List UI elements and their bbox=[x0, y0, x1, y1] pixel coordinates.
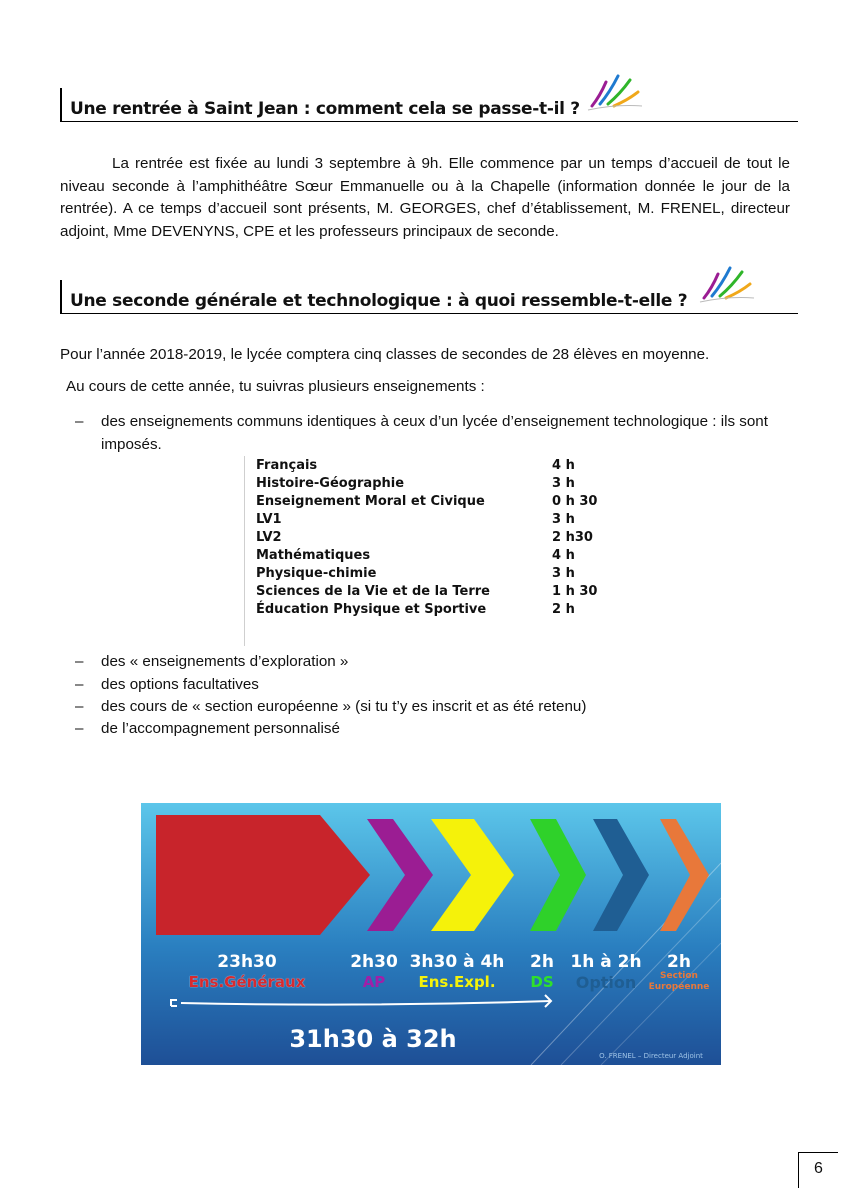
subject-hours: 4 h bbox=[552, 458, 575, 473]
dash-bullet: – bbox=[75, 720, 84, 737]
subject-name: Français bbox=[256, 458, 318, 473]
segment-hours: 23h30 bbox=[217, 952, 277, 972]
list-item-text: des cours de « section européenne » (si tu t’y es inscrit et as été retenu) bbox=[101, 698, 587, 715]
segment-hours: 3h30 à 4h bbox=[409, 952, 505, 972]
table-row bbox=[256, 494, 616, 512]
dash-bullet: – bbox=[75, 413, 84, 430]
subject-name: Histoire-Géographie bbox=[256, 476, 405, 491]
table-row bbox=[256, 530, 616, 548]
brush-logo-icon bbox=[698, 258, 758, 304]
subject-hours: 3 h bbox=[552, 512, 575, 527]
page-number: 6 bbox=[798, 1152, 838, 1188]
table-row bbox=[256, 584, 616, 602]
subject-hours: 3 h bbox=[552, 476, 575, 491]
rentree-paragraph: La rentrée est fixée au lundi 3 septembre à 9h. Elle commence par un temps d’accueil de tout le niveau seconde à l’amphithéâtre Sœur Emmanuelle ou à la Chapelle (information donnée le jour de la rentrée). A ce temps d’accueil sont présents, M. GEORGES, chef d’établissement, M. FRENEL, directeur adjoint, Mme DEVENYNS, CPE et les professeurs principaux de seconde. bbox=[60, 155, 790, 240]
section-heading-seconde bbox=[60, 280, 798, 314]
intro-line-2: Au cours de cette année, tu suivras plusieurs enseignements : bbox=[66, 378, 485, 395]
table-row bbox=[256, 476, 616, 494]
subject-name: Éducation Physique et Sportive bbox=[256, 602, 487, 617]
subject-name: Enseignement Moral et Civique bbox=[256, 494, 485, 509]
segment-hours: 1h à 2h bbox=[570, 952, 642, 972]
section-title: Une rentrée à Saint Jean : comment cela se passe-t-il ? bbox=[70, 99, 580, 119]
subject-name: Mathématiques bbox=[256, 548, 371, 563]
banner-credit: O. FRENEL – Directeur Adjoint bbox=[599, 1052, 703, 1060]
table-row bbox=[256, 458, 616, 476]
section-title: Une seconde générale et technologique : à quoi ressemble-t-elle ? bbox=[70, 291, 688, 311]
subject-hours: 0 h 30 bbox=[552, 494, 598, 509]
subjects-table bbox=[244, 456, 625, 646]
segment-label: Ens.Généraux bbox=[188, 973, 306, 991]
hours-banner bbox=[141, 803, 721, 1065]
subject-hours: 1 h 30 bbox=[552, 584, 598, 599]
list-item-text: de l’accompagnement personnalisé bbox=[101, 720, 340, 737]
intro-line: Pour l’année 2018-2019, le lycée comptera cinq classes de secondes de 28 élèves en moyenne. bbox=[60, 346, 710, 363]
subject-hours: 2 h30 bbox=[552, 530, 593, 545]
segment-label: Section Européenne bbox=[648, 971, 710, 992]
table-row bbox=[256, 548, 616, 566]
table-row bbox=[256, 602, 616, 620]
segment-hours: 2h30 bbox=[350, 952, 398, 972]
list-item-text: des enseignements communs identiques à ceux d’un lycée d’enseignement technologique : ils sont imposés. bbox=[101, 413, 768, 453]
total-hours: 31h30 à 32h bbox=[289, 1025, 457, 1053]
subject-name: LV1 bbox=[256, 512, 282, 527]
subject-name: Physique-chimie bbox=[256, 566, 377, 581]
segment-hours: 2h bbox=[530, 952, 554, 972]
subject-hours: 4 h bbox=[552, 548, 575, 563]
section-heading-rentree bbox=[60, 88, 798, 122]
table-row bbox=[256, 566, 616, 584]
dash-bullet: – bbox=[75, 653, 84, 670]
subject-hours: 2 h bbox=[552, 602, 575, 617]
table-row bbox=[256, 512, 616, 530]
list-item-text: des options facultatives bbox=[101, 676, 259, 693]
segment-label: Option bbox=[575, 973, 637, 992]
segment-hours: 2h bbox=[667, 952, 691, 972]
subject-name: LV2 bbox=[256, 530, 282, 545]
subject-name: Sciences de la Vie et de la Terre bbox=[256, 584, 490, 599]
subject-hours: 3 h bbox=[552, 566, 575, 581]
segment-label: DS bbox=[530, 973, 554, 991]
dash-bullet: – bbox=[75, 698, 84, 715]
list-item-text: des « enseignements d’exploration » bbox=[101, 653, 349, 670]
dash-bullet: – bbox=[75, 676, 84, 693]
segment-label: Ens.Expl. bbox=[418, 973, 496, 991]
brush-logo-icon bbox=[586, 66, 646, 112]
segment-label: AP bbox=[362, 973, 386, 991]
